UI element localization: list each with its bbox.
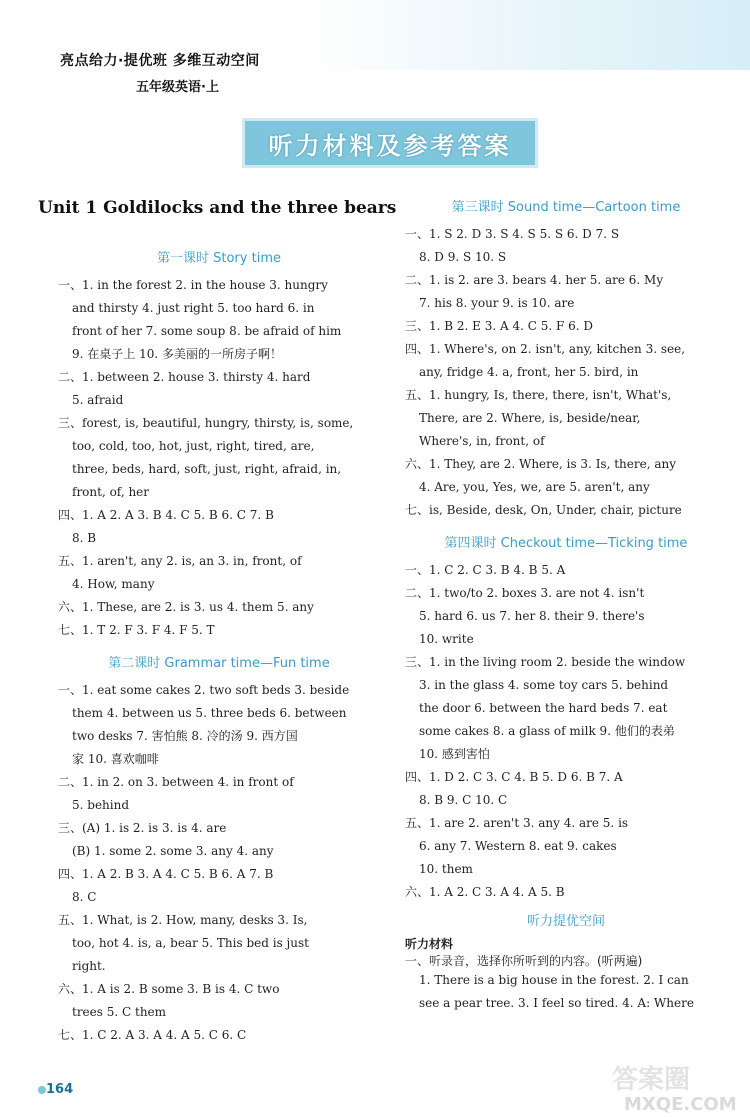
answer-line: 三、(A) 1. is 2. is 3. is 4. are [58, 821, 227, 835]
answer-line: too, cold, too, hot, just, right, tired, are, [72, 439, 315, 453]
watermark-url: MXQE.COM [624, 1094, 737, 1115]
answer-line: them 4. between us 5. three beds 6. between [72, 706, 347, 720]
lesson-2-title: 第二课时 Grammar time—Fun time [108, 656, 330, 671]
answer-line: 5. afraid [72, 393, 124, 407]
answer-line: 四、1. D 2. C 3. C 4. B 5. D 6. B 7. A [405, 770, 623, 784]
grade-subtitle: 五年级英语·上 [136, 80, 219, 95]
answer-line: 8. B [72, 531, 97, 545]
watermark-logo: 答案圈 [612, 1065, 691, 1095]
answer-line: two desks 7. 害怕熊 8. 冷的汤 9. 西方国 [72, 729, 298, 743]
answer-line: 三、1. B 2. E 3. A 4. C 5. F 6. D [405, 319, 594, 333]
answer-line: 四、1. A 2. B 3. A 4. C 5. B 6. A 7. B [58, 867, 274, 881]
answer-line: three, beds, hard, soft, just, right, afraid, in, [72, 462, 342, 476]
answer-line: and thirsty 4. just right 5. too hard 6. in [72, 301, 315, 315]
answer-line: front of her 7. some soup 8. be afraid of him [72, 324, 342, 338]
left-column [58, 243, 380, 1047]
answer-line: 10. write [419, 632, 474, 646]
answer-line: 4. Are, you, Yes, we, are 5. aren't, any [419, 480, 650, 494]
answer-line: the door 6. between the hard beds 7. eat [419, 701, 668, 715]
answer-line: 家 10. 喜欢咖啡 [72, 752, 159, 766]
answer-line: some cakes 8. a glass of milk 9. 他们的表弟 [419, 724, 675, 738]
answer-line: 8. D 9. S 10. S [419, 250, 507, 264]
answer-line: 二、1. in 2. on 3. between 4. in front of [58, 775, 294, 789]
lesson-2-answers [58, 679, 380, 1047]
answer-line: 一、1. eat some cakes 2. two soft beds 3. beside [58, 683, 350, 697]
lesson-4-answers [405, 559, 727, 904]
answer-line: 一、1. C 2. C 3. B 4. B 5. A [405, 563, 566, 577]
answer-line: 一、1. in the forest 2. in the house 3. hungry [58, 278, 328, 292]
section-banner: 听力材料及参考答案 [242, 118, 538, 168]
answer-line: see a pear tree. 3. I feel so tired. 4. A: Where [419, 996, 694, 1010]
answer-line: any, fridge 4. a, front, her 5. bird, in [419, 365, 639, 379]
answer-line: (B) 1. some 2. some 3. any 4. any [72, 844, 274, 858]
right-column [405, 196, 727, 1015]
answer-line: 七、1. C 2. A 3. A 4. A 5. C 6. C [58, 1028, 247, 1042]
material-heading: 听力材料 [405, 937, 454, 951]
answer-line: 五、1. hungry, Is, there, there, isn't, What's, [405, 388, 672, 402]
answer-line: 六、1. A 2. C 3. A 4. A 5. B [405, 885, 565, 899]
unit-title: Unit 1 Goldilocks and the three bears [38, 198, 397, 218]
answer-line: 六、1. They, are 2. Where, is 3. Is, there, any [405, 457, 676, 471]
answer-line: 10. 感到害怕 [419, 747, 490, 761]
lesson-3-answers [405, 223, 727, 522]
lesson-3-title: 第三课时 Sound time—Cartoon time [451, 200, 681, 215]
answer-line: 5. hard 6. us 7. her 8. their 9. there's [419, 609, 645, 623]
answer-line: 9. 在桌子上 10. 多美丽的一所房子啊！ [72, 347, 282, 361]
answer-line: 10. them [419, 862, 473, 876]
answer-line: 二、1. between 2. house 3. thirsty 4. hard [58, 370, 311, 384]
answer-line: Where's, in, front, of [419, 434, 545, 448]
question-1-heading: 一、听录音，选择你所听到的内容。(听两遍) [405, 954, 643, 968]
answer-line: 8. B 9. C 10. C [419, 793, 508, 807]
answer-line: 8. C [72, 890, 97, 904]
answer-line: There, are 2. Where, is, beside/near, [419, 411, 641, 425]
lesson-4-title: 第四课时 Checkout time—Ticking time [444, 536, 688, 551]
answer-line: 1. There is a big house in the forest. 2. I can [419, 973, 689, 987]
answer-line: 二、1. two/to 2. boxes 3. are not 4. isn't [405, 586, 645, 600]
answer-line: front, of, her [72, 485, 150, 499]
series-title: 亮点给力·提优班 多维互动空间 [60, 53, 260, 69]
answer-line: 三、1. in the living room 2. beside the window [405, 655, 686, 669]
answer-line: 三、forest, is, beautiful, hungry, thirsty, is, some, [58, 416, 354, 430]
page-dot-icon [38, 1086, 46, 1094]
question-1-text [405, 969, 727, 1015]
answer-line: 6. any 7. Western 8. eat 9. cakes [419, 839, 617, 853]
answer-line: 四、1. A 2. A 3. B 4. C 5. B 6. C 7. B [58, 508, 274, 522]
answer-line: 四、1. Where's, on 2. isn't, any, kitchen 3. see, [405, 342, 686, 356]
answer-line: right. [72, 959, 106, 973]
lesson-1-answers [58, 274, 380, 642]
answer-line: 3. in the glass 4. some toy cars 5. behind [419, 678, 669, 692]
answer-line: too, hot 4. is, a, bear 5. This bed is just [72, 936, 309, 950]
answer-line: 六、1. These, are 2. is 3. us 4. them 5. any [58, 600, 314, 614]
answer-line: 二、1. is 2. are 3. bears 4. her 5. are 6. My [405, 273, 664, 287]
answer-line: 七、1. T 2. F 3. F 4. F 5. T [58, 623, 215, 637]
answer-line: trees 5. C them [72, 1005, 167, 1019]
answer-line: 4. How, many [72, 577, 155, 591]
answer-line: 五、1. What, is 2. How, many, desks 3. Is, [58, 913, 308, 927]
answer-line: 五、1. aren't, any 2. is, an 3. in, front, of [58, 554, 302, 568]
answer-line: 一、1. S 2. D 3. S 4. S 5. S 6. D 7. S [405, 227, 620, 241]
answer-line: 7. his 8. your 9. is 10. are [419, 296, 575, 310]
page-number: 164 [46, 1082, 74, 1097]
answer-line: 七、is, Beside, desk, On, Under, chair, picture [405, 503, 682, 517]
lesson-1-title: 第一课时 Story time [157, 251, 281, 266]
answer-line: 六、1. A is 2. B some 3. B is 4. C two [58, 982, 280, 996]
answer-line: 5. behind [72, 798, 130, 812]
answer-line: 五、1. are 2. aren't 3. any 4. are 5. is [405, 816, 629, 830]
listening-section-title: 听力提优空间 [526, 914, 605, 929]
